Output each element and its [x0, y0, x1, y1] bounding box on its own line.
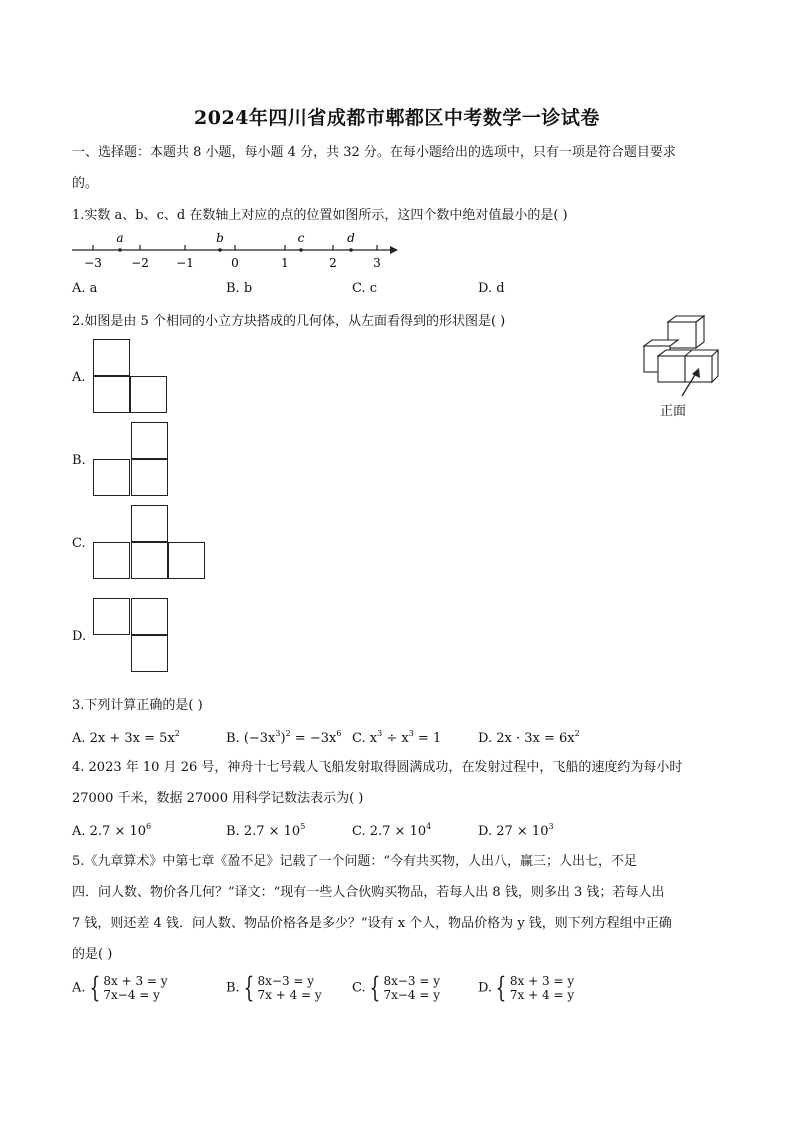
q3-option-b[interactable]: B. $(-3x^3)^2 = -3x^6$	[226, 729, 342, 746]
number-line-tick-label: −2	[131, 256, 149, 270]
q4-line1: 4. 2023 年 10 月 26 号，神舟十七号载人飞船发射取得圆满成功，在发射过程中，飞船的速度约为每小时	[72, 760, 683, 775]
q2-a-square	[130, 376, 167, 413]
q5-line4: 的是( )	[72, 947, 113, 962]
q3-option-d[interactable]: D. $2x \cdot 3x = 6x^2$	[478, 729, 580, 746]
q4-option-b[interactable]: B. $2.7 \times 10^5$	[226, 822, 306, 839]
q2-c-square	[131, 542, 168, 579]
q2-b-square	[93, 459, 130, 496]
front-label: 正面	[660, 404, 687, 419]
q1-option-d[interactable]: D. d	[478, 281, 505, 296]
section-instructions-line1: 一、选择题：本题共 8 小题，每小题 4 分，共 32 分。在每小题给出的选项中，只有一项是符合题目要求	[72, 145, 676, 160]
q1-stem: 1.实数 a、b、c、d 在数轴上对应的点的位置如图所示，这四个数中绝对值最小的是( )	[72, 208, 568, 223]
q2-d-square	[131, 635, 168, 672]
q2-a-square	[93, 339, 130, 376]
q5-option-b[interactable]: B. { 8x−3 = y 7x + 4 = y	[226, 971, 322, 1004]
number-line-tick-label: 0	[231, 256, 239, 270]
number-line-point-b	[218, 248, 222, 252]
q4-option-a[interactable]: A. $2.7 \times 10^6$	[72, 822, 152, 839]
q4-option-c[interactable]: C. $2.7 \times 10^4$	[352, 822, 432, 839]
q1-option-b[interactable]: B. b	[226, 281, 253, 296]
q2-b-square	[131, 422, 168, 459]
number-line-tick-label: 1	[281, 256, 289, 270]
q2-a-square	[93, 376, 130, 413]
q5-option-d[interactable]: D. { 8x + 3 = y 7x + 4 = y	[478, 971, 575, 1004]
number-line-arrow	[390, 246, 398, 254]
number-line-point-label: c	[297, 231, 305, 245]
section-instructions-line2: 的。	[72, 176, 99, 191]
number-line-point-d	[349, 248, 353, 252]
q5-option-c[interactable]: C. { 8x−3 = y 7x−4 = y	[352, 971, 441, 1004]
q2-d-square	[93, 598, 130, 635]
q2-c-square	[93, 542, 130, 579]
number-line-tick-label: −3	[84, 256, 102, 270]
q2-option-c-label[interactable]: C.	[72, 536, 86, 551]
q2-c-square	[131, 505, 168, 542]
number-line-point-label: d	[347, 231, 355, 245]
q5-line3: 7 钱，则还差 4 钱．问人数、物品价格各是多少？”设有 x 个人，物品价格为 y 钱，则下列方程组中正确	[72, 916, 672, 931]
q5-option-a[interactable]: A. { 8x + 3 = y 7x−4 = y	[72, 971, 168, 1004]
q5-line2: 四．问人数、物价各几何？”译文：“现有一些人合伙购买物品，若每人出 8 钱，则多出 3 钱；若每人出	[72, 885, 665, 900]
page-title: 2024年四川省成都市郫都区中考数学一诊试卷	[194, 107, 600, 129]
q4-line2: 27000 千米，数据 27000 用科学记数法表示为( )	[72, 791, 364, 806]
q3-option-a[interactable]: A. $2x + 3x = 5x^2$	[72, 729, 180, 746]
number-line-tick-label: −1	[176, 256, 194, 270]
number-line-point-a	[118, 248, 122, 252]
number-line-point-label: b	[216, 231, 224, 245]
number-line-tick-label: 3	[373, 256, 381, 270]
q2-option-b-label[interactable]: B.	[72, 453, 86, 468]
q2-d-square	[131, 598, 168, 635]
q1-option-c[interactable]: C. c	[352, 281, 378, 296]
q5-line1: 5.《九章算术》中第七章《盈不足》记载了一个问题：“今有共买物，人出八，赢三；人出七，不足	[72, 854, 638, 869]
q2-b-square	[131, 459, 168, 496]
q3-stem: 3.下列计算正确的是( )	[72, 698, 203, 713]
q2-option-d-label[interactable]: D.	[72, 629, 87, 644]
q4-option-d[interactable]: D. $27 \times 10^3$	[478, 822, 554, 839]
number-line	[68, 230, 398, 272]
q3-option-c[interactable]: C. $x^3 \div x^3 = 1$	[352, 729, 442, 746]
q2-option-a-label[interactable]: A.	[72, 370, 86, 385]
number-line-tick-label: 2	[329, 256, 337, 270]
q2-stem: 2.如图是由 5 个相同的小立方块搭成的几何体，从左面看得到的形状图是( )	[72, 314, 506, 329]
number-line-point-label: a	[116, 231, 124, 245]
q2-c-square	[168, 542, 205, 579]
number-line-point-c	[299, 248, 303, 252]
q1-option-a[interactable]: A. a	[72, 281, 98, 296]
